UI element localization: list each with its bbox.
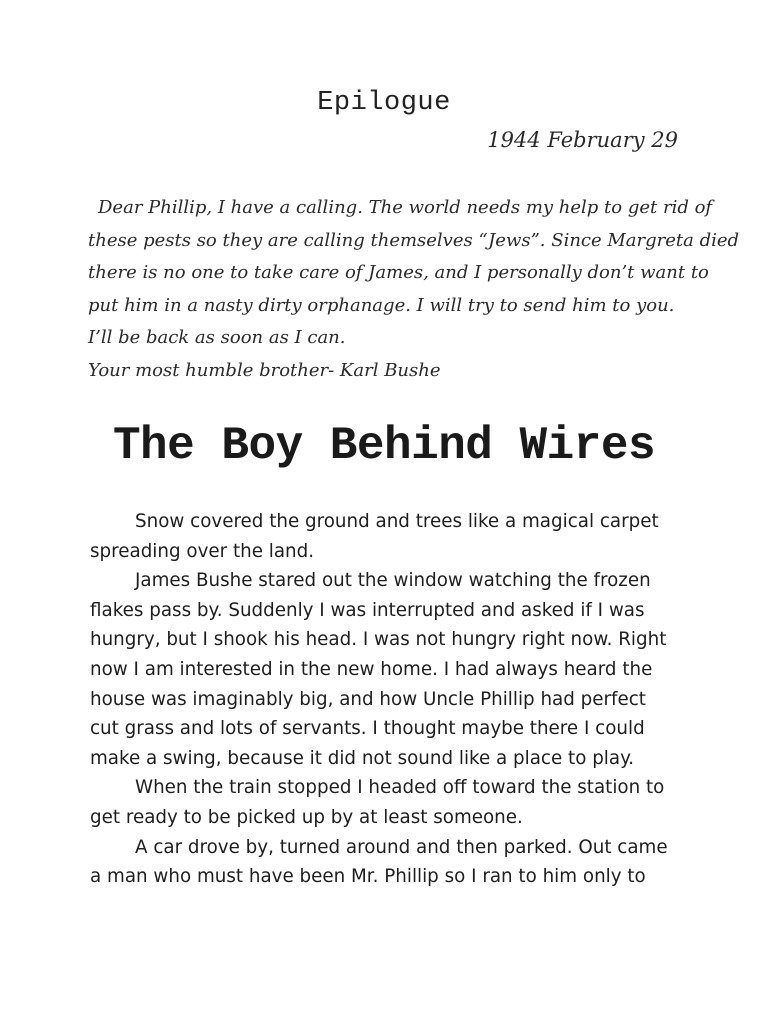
- story-line: now I am interested in the new home. I had always heard the: [90, 658, 653, 680]
- story-line: James Bushe stared out the window watching the frozen: [135, 570, 651, 592]
- letter-line: there is no one to take care of James, and I personally don’t want to: [88, 262, 709, 283]
- story-line: a man who must have been Mr. Phillip so I ran to him only to: [90, 866, 646, 888]
- story-line: cut grass and lots of servants. I thought maybe there I could: [90, 718, 645, 740]
- story-line: get ready to be picked up by at least someone.: [90, 806, 523, 828]
- story-line: hungry, but I shook his head. I was not hungry right now. Right: [90, 629, 667, 651]
- story-line: make a swing, because it did not sound like a place to play.: [90, 747, 635, 769]
- story-line: A car drove by, turned around and then parked. Out came: [135, 836, 668, 858]
- letter-body: [88, 192, 740, 387]
- letter-date: 1944 February 29: [487, 128, 678, 152]
- story-line: spreading over the land.: [90, 540, 315, 562]
- story-title: The Boy Behind Wires: [112, 420, 656, 472]
- story-line: Snow covered the ground and trees like a magical carpet: [135, 511, 659, 532]
- story-line: When the train stopped I headed off toward the station to: [135, 777, 665, 799]
- story-line: house was imaginably big, and how Uncle Phillip had perfect: [90, 688, 646, 710]
- story-line: flakes pass by. Suddenly I was interrupted and asked if I was: [90, 599, 645, 621]
- letter-line: Dear Phillip, I have a calling. The world needs my help to get rid of: [98, 197, 713, 218]
- letter-line: I’ll be back as soon as I can.: [88, 327, 346, 348]
- letter-line: these pests so they are calling themselves “Jews”. Since Margreta died: [88, 229, 740, 251]
- story-body: [90, 507, 690, 892]
- epilogue-heading: Epilogue: [317, 88, 451, 118]
- letter-signature: Your most humble brother- Karl Bushe: [88, 359, 441, 381]
- letter-line: put him in a nasty dirty orphanage. I will try to send him to you.: [88, 294, 675, 316]
